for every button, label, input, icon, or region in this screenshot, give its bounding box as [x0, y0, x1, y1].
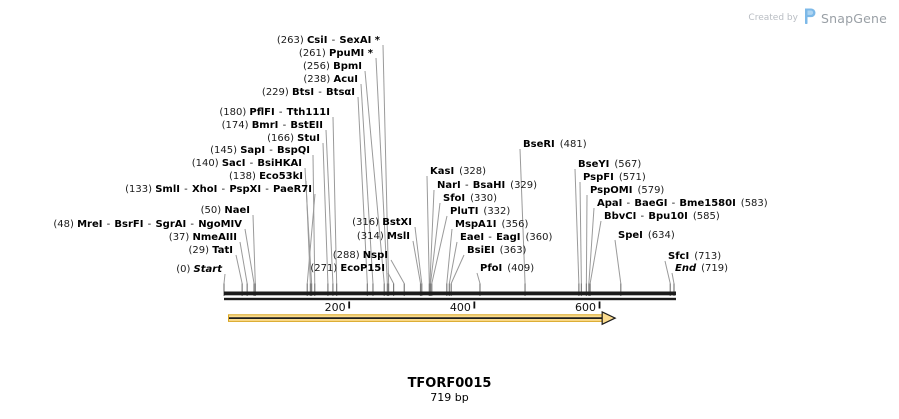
orf-arrow[interactable] — [229, 312, 616, 324]
site-label-stui[interactable]: (166) StuI — [267, 133, 320, 144]
site-label-sfci[interactable]: SfcI (713) — [668, 251, 722, 262]
site-label-tati[interactable]: (29) TatI — [188, 245, 233, 256]
sequence-name: TFORF0015 — [407, 376, 492, 391]
site-connector-line — [253, 215, 255, 284]
site-label-bbvci-bpu10i[interactable]: BbvCI - Bpu10I (585) — [604, 211, 720, 222]
site-label-bstxi[interactable]: (316) BstXI — [352, 217, 412, 228]
axis-tick — [473, 302, 475, 309]
site-connector-line — [672, 273, 674, 284]
site-label-bsiei[interactable]: BsiEI (363) — [467, 245, 527, 256]
site-label-mspa1i[interactable]: MspA1I (356) — [455, 219, 529, 230]
site-label-pspomi[interactable]: PspOMI (579) — [590, 185, 665, 196]
site-label-pluti[interactable]: PluTI (332) — [450, 206, 511, 217]
site-label-nmeaiii[interactable]: (37) NmeAIII — [168, 232, 237, 243]
site-connector-line — [391, 260, 404, 284]
site-label-ppumi-[interactable]: (261) PpuMI * — [298, 48, 373, 59]
site-label-bseri[interactable]: BseRI (481) — [523, 139, 587, 150]
site-label-bmri-bsteii[interactable]: (174) BmrI - BstEII — [221, 120, 323, 131]
site-label-spei[interactable]: SpeI (634) — [618, 230, 675, 241]
site-label-btsi-bts-i[interactable]: (229) BtsI - BtsαI — [261, 87, 355, 98]
site-label-bseyi[interactable]: BseYI (567) — [578, 159, 642, 170]
axis-tick-label: 400 — [449, 301, 471, 314]
site-label-pspfi[interactable]: PspFI (571) — [583, 172, 646, 183]
site-label-bpmi[interactable]: (256) BpmI — [303, 61, 362, 72]
site-connector-line — [451, 255, 464, 284]
site-label-pflfi-tth111i[interactable]: (180) PflFI - Tth111I — [219, 107, 330, 118]
sequence-length: 719 bp — [430, 391, 469, 404]
site-label-kasi[interactable]: KasI (328) — [430, 166, 487, 177]
created-by-text: Created by — [748, 13, 798, 23]
site-label-eco53ki[interactable]: (138) Eco53kI — [229, 171, 303, 182]
axis-tick — [599, 302, 601, 309]
site-label-ecop15i[interactable]: (271) EcoP15I — [310, 263, 385, 274]
site-label-csii-sexai-[interactable]: (263) CsiI - SexAI * — [276, 35, 380, 46]
site-connector-line — [575, 169, 579, 284]
map-line-bottom — [224, 298, 676, 300]
site-label-sapi-bspqi[interactable]: (145) SapI - BspQI — [210, 145, 310, 156]
site-connector-line — [589, 208, 594, 284]
site-label-pfoi[interactable]: PfoI (409) — [480, 263, 535, 274]
site-label-start[interactable]: (0) Start — [176, 264, 222, 275]
site-label-apai-baegi-bme1580i[interactable]: ApaI - BaeGI - Bme1580I (583) — [597, 198, 768, 209]
site-connector-line — [245, 229, 254, 284]
site-label-naei[interactable]: (50) NaeI — [200, 205, 250, 216]
site-label-nspi[interactable]: (288) NspI — [332, 250, 388, 261]
site-label-acui[interactable]: (238) AcuI — [303, 74, 358, 85]
snapgene-flag-icon — [803, 8, 816, 28]
site-connector-line — [236, 255, 242, 284]
site-label-eaei-eagi[interactable]: EaeI - EagI (360) — [460, 232, 553, 243]
site-connector-line — [586, 195, 587, 284]
site-label-smli-xhoi-pspxi-paer7i[interactable]: (133) SmlI - XhoI - PspXI - PaeR7I — [125, 184, 312, 195]
site-connector-line — [665, 261, 670, 284]
snapgene-wordmark: SnapGene — [820, 10, 887, 26]
axis-tick-label: 200 — [324, 301, 346, 314]
sequence-title-block — [0, 376, 899, 405]
site-connector-line — [590, 221, 601, 284]
map-line-top — [224, 292, 676, 296]
site-connector-line — [427, 176, 429, 284]
site-connector-line — [580, 182, 581, 284]
site-connector-line — [224, 274, 225, 284]
site-connector-line — [615, 240, 621, 284]
axis-tick — [348, 302, 350, 309]
site-label-mrei-bsrfi-sgrai-ngomiv[interactable]: (48) MreI - BsrFI - SgrAI - NgoMIV — [53, 219, 242, 230]
site-label-nari-bsahi[interactable]: NarI - BsaHI (329) — [437, 180, 538, 191]
axis-tick-label: 600 — [575, 301, 597, 314]
site-label-sfoi[interactable]: SfoI (330) — [443, 193, 498, 204]
site-label-msli[interactable]: (314) MslI — [356, 231, 410, 242]
snapgene-branding — [748, 8, 887, 28]
site-label-end[interactable]: End (719) — [675, 263, 728, 274]
site-label-saci-bsihkai[interactable]: (140) SacI - BsiHKAI — [191, 158, 302, 169]
